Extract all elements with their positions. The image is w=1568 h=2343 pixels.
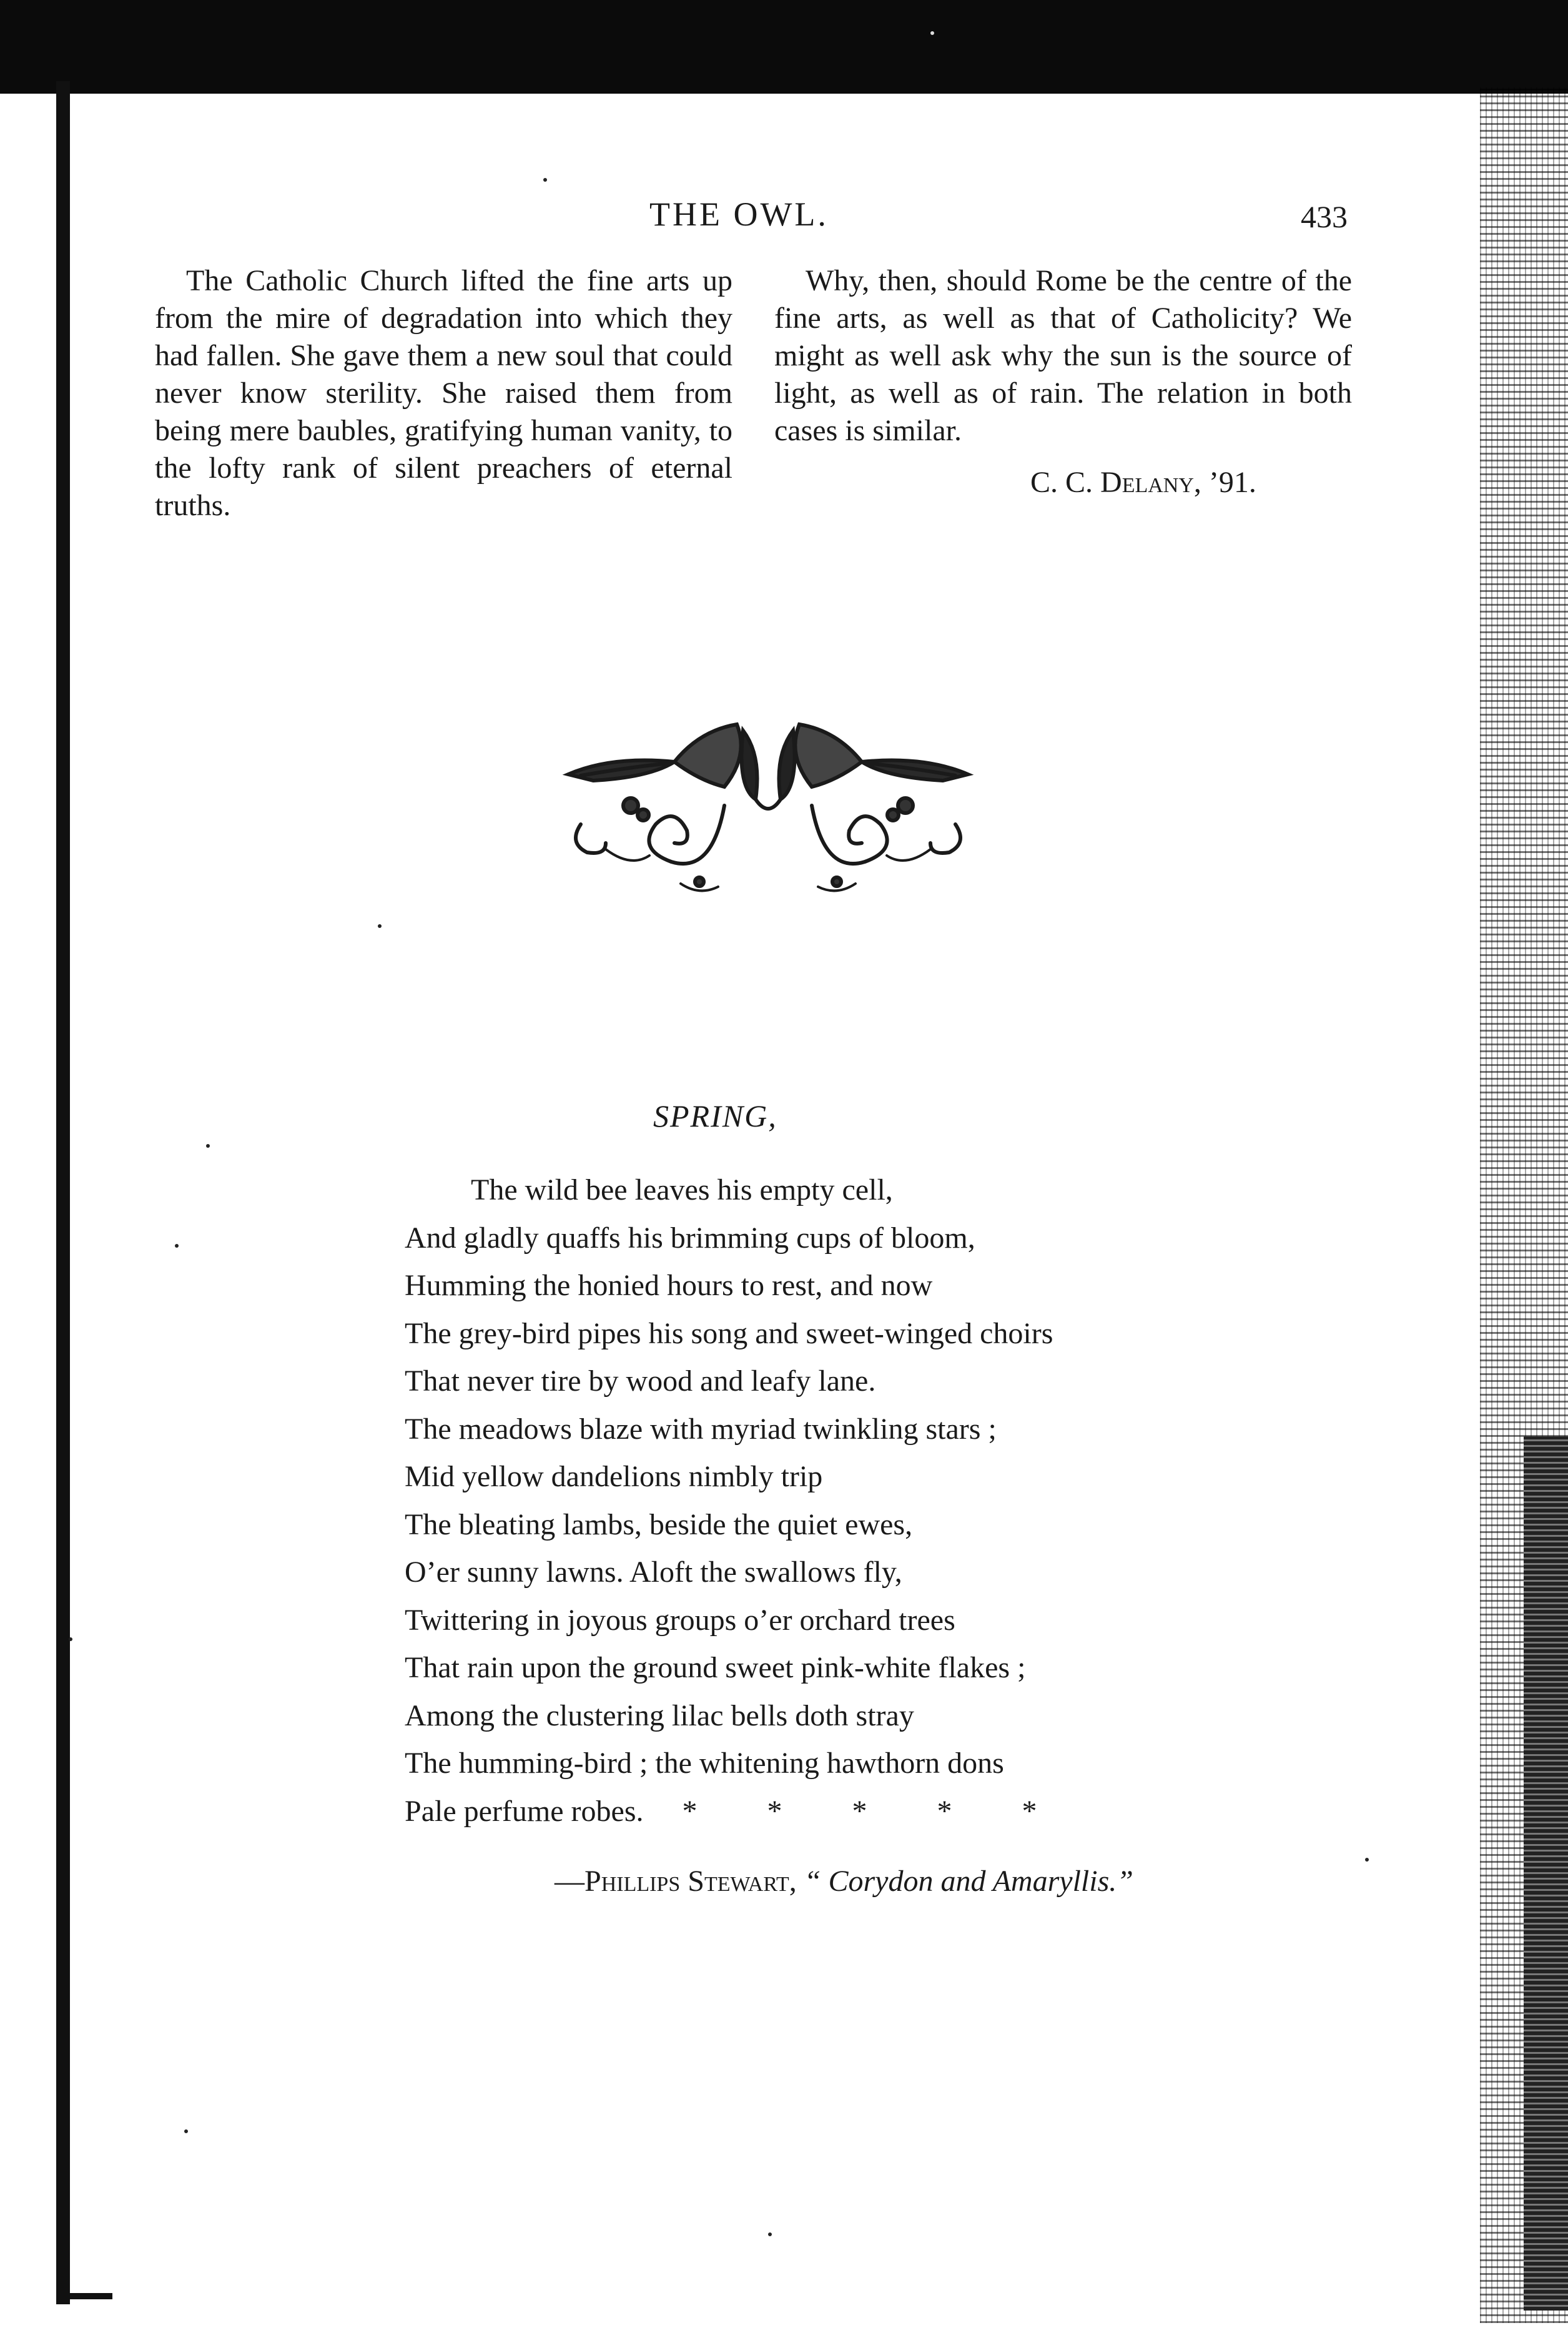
poem-line: That never tire by wood and leafy lane.	[405, 1364, 876, 1398]
right-column	[774, 262, 1352, 450]
poem-line: O’er sunny lawns. Aloft the swallows fly,	[405, 1556, 902, 1589]
poem-line: Twittering in joyous groups o’er orchard trees	[405, 1603, 955, 1637]
poem-line: And gladly quaffs his brimming cups of bloom,	[405, 1221, 975, 1255]
scan-left-border	[56, 81, 70, 2304]
poem-title: SPRING,	[653, 1098, 777, 1133]
poem-body	[405, 1167, 1068, 1835]
left-column-paragraph: The Catholic Church lifted the fine arts up from the mire of degradation into which they had fallen. She gave them a new soul that could never know sterility. She raised them from being mere baubles, gratifying human vanity, to the lofty rank of silent preachers of eternal truths.	[155, 264, 732, 522]
scan-top-border	[0, 0, 1568, 94]
scan-speck	[206, 1144, 210, 1148]
scan-speck	[184, 2129, 188, 2133]
poem-line-text: Pale perfume robes.	[405, 1794, 644, 1828]
scan-right-edge-dark	[1524, 1436, 1568, 2311]
scan-speck	[543, 178, 547, 182]
poem-line: Mid yellow dandelions nimbly trip	[405, 1460, 823, 1493]
scan-speck	[768, 2232, 772, 2236]
poem-line: The bleating lambs, beside the quiet ewes,	[405, 1507, 913, 1541]
scan-speck	[378, 924, 382, 928]
article-signature: C. C. Delany, ’91.	[1030, 466, 1256, 499]
scan-bottom-corner	[62, 2293, 112, 2299]
right-column-paragraph: Why, then, should Rome be the centre of the fine arts, as well as that of Catholicity? We might as well ask why the sun is the source of light, as well as of rain. The relation in both cases is similar.	[774, 264, 1352, 447]
poem-attribution	[555, 1864, 1133, 1898]
scan-speck	[930, 31, 934, 35]
left-column	[155, 262, 732, 525]
page-header	[0, 195, 1568, 245]
floral-scroll-ornament-icon	[556, 718, 980, 905]
poem-line: That rain upon the ground sweet pink-white flakes ;	[405, 1651, 1026, 1684]
poem-line: Humming the honied hours to rest, and now	[405, 1269, 933, 1302]
page-number: 433	[1301, 199, 1348, 234]
poem-line: Among the clustering lilac bells doth stray	[405, 1699, 914, 1732]
attribution-author: Phillips Stewart,	[584, 1865, 797, 1898]
poem-line: The grey-bird pipes his song and sweet-winged choirs	[405, 1316, 1053, 1350]
attribution-dash: —	[555, 1865, 584, 1898]
poem-ellipsis-stars: * * * * *	[682, 1794, 1068, 1828]
running-head: THE OWL.	[649, 195, 829, 233]
scan-speck	[175, 1244, 179, 1248]
scan-speck	[1365, 1858, 1369, 1862]
poem-line: The meadows blaze with myriad twinkling stars ;	[405, 1412, 997, 1446]
poem-line: The wild bee leaves his empty cell,	[471, 1173, 893, 1206]
poem-line: The humming-bird ; the whitening hawthorn dons	[405, 1747, 1004, 1780]
poem-line-last	[405, 1788, 1068, 1836]
scan-speck	[69, 1637, 72, 1641]
attribution-work: “ Corydon and Amaryllis.”	[804, 1865, 1133, 1898]
